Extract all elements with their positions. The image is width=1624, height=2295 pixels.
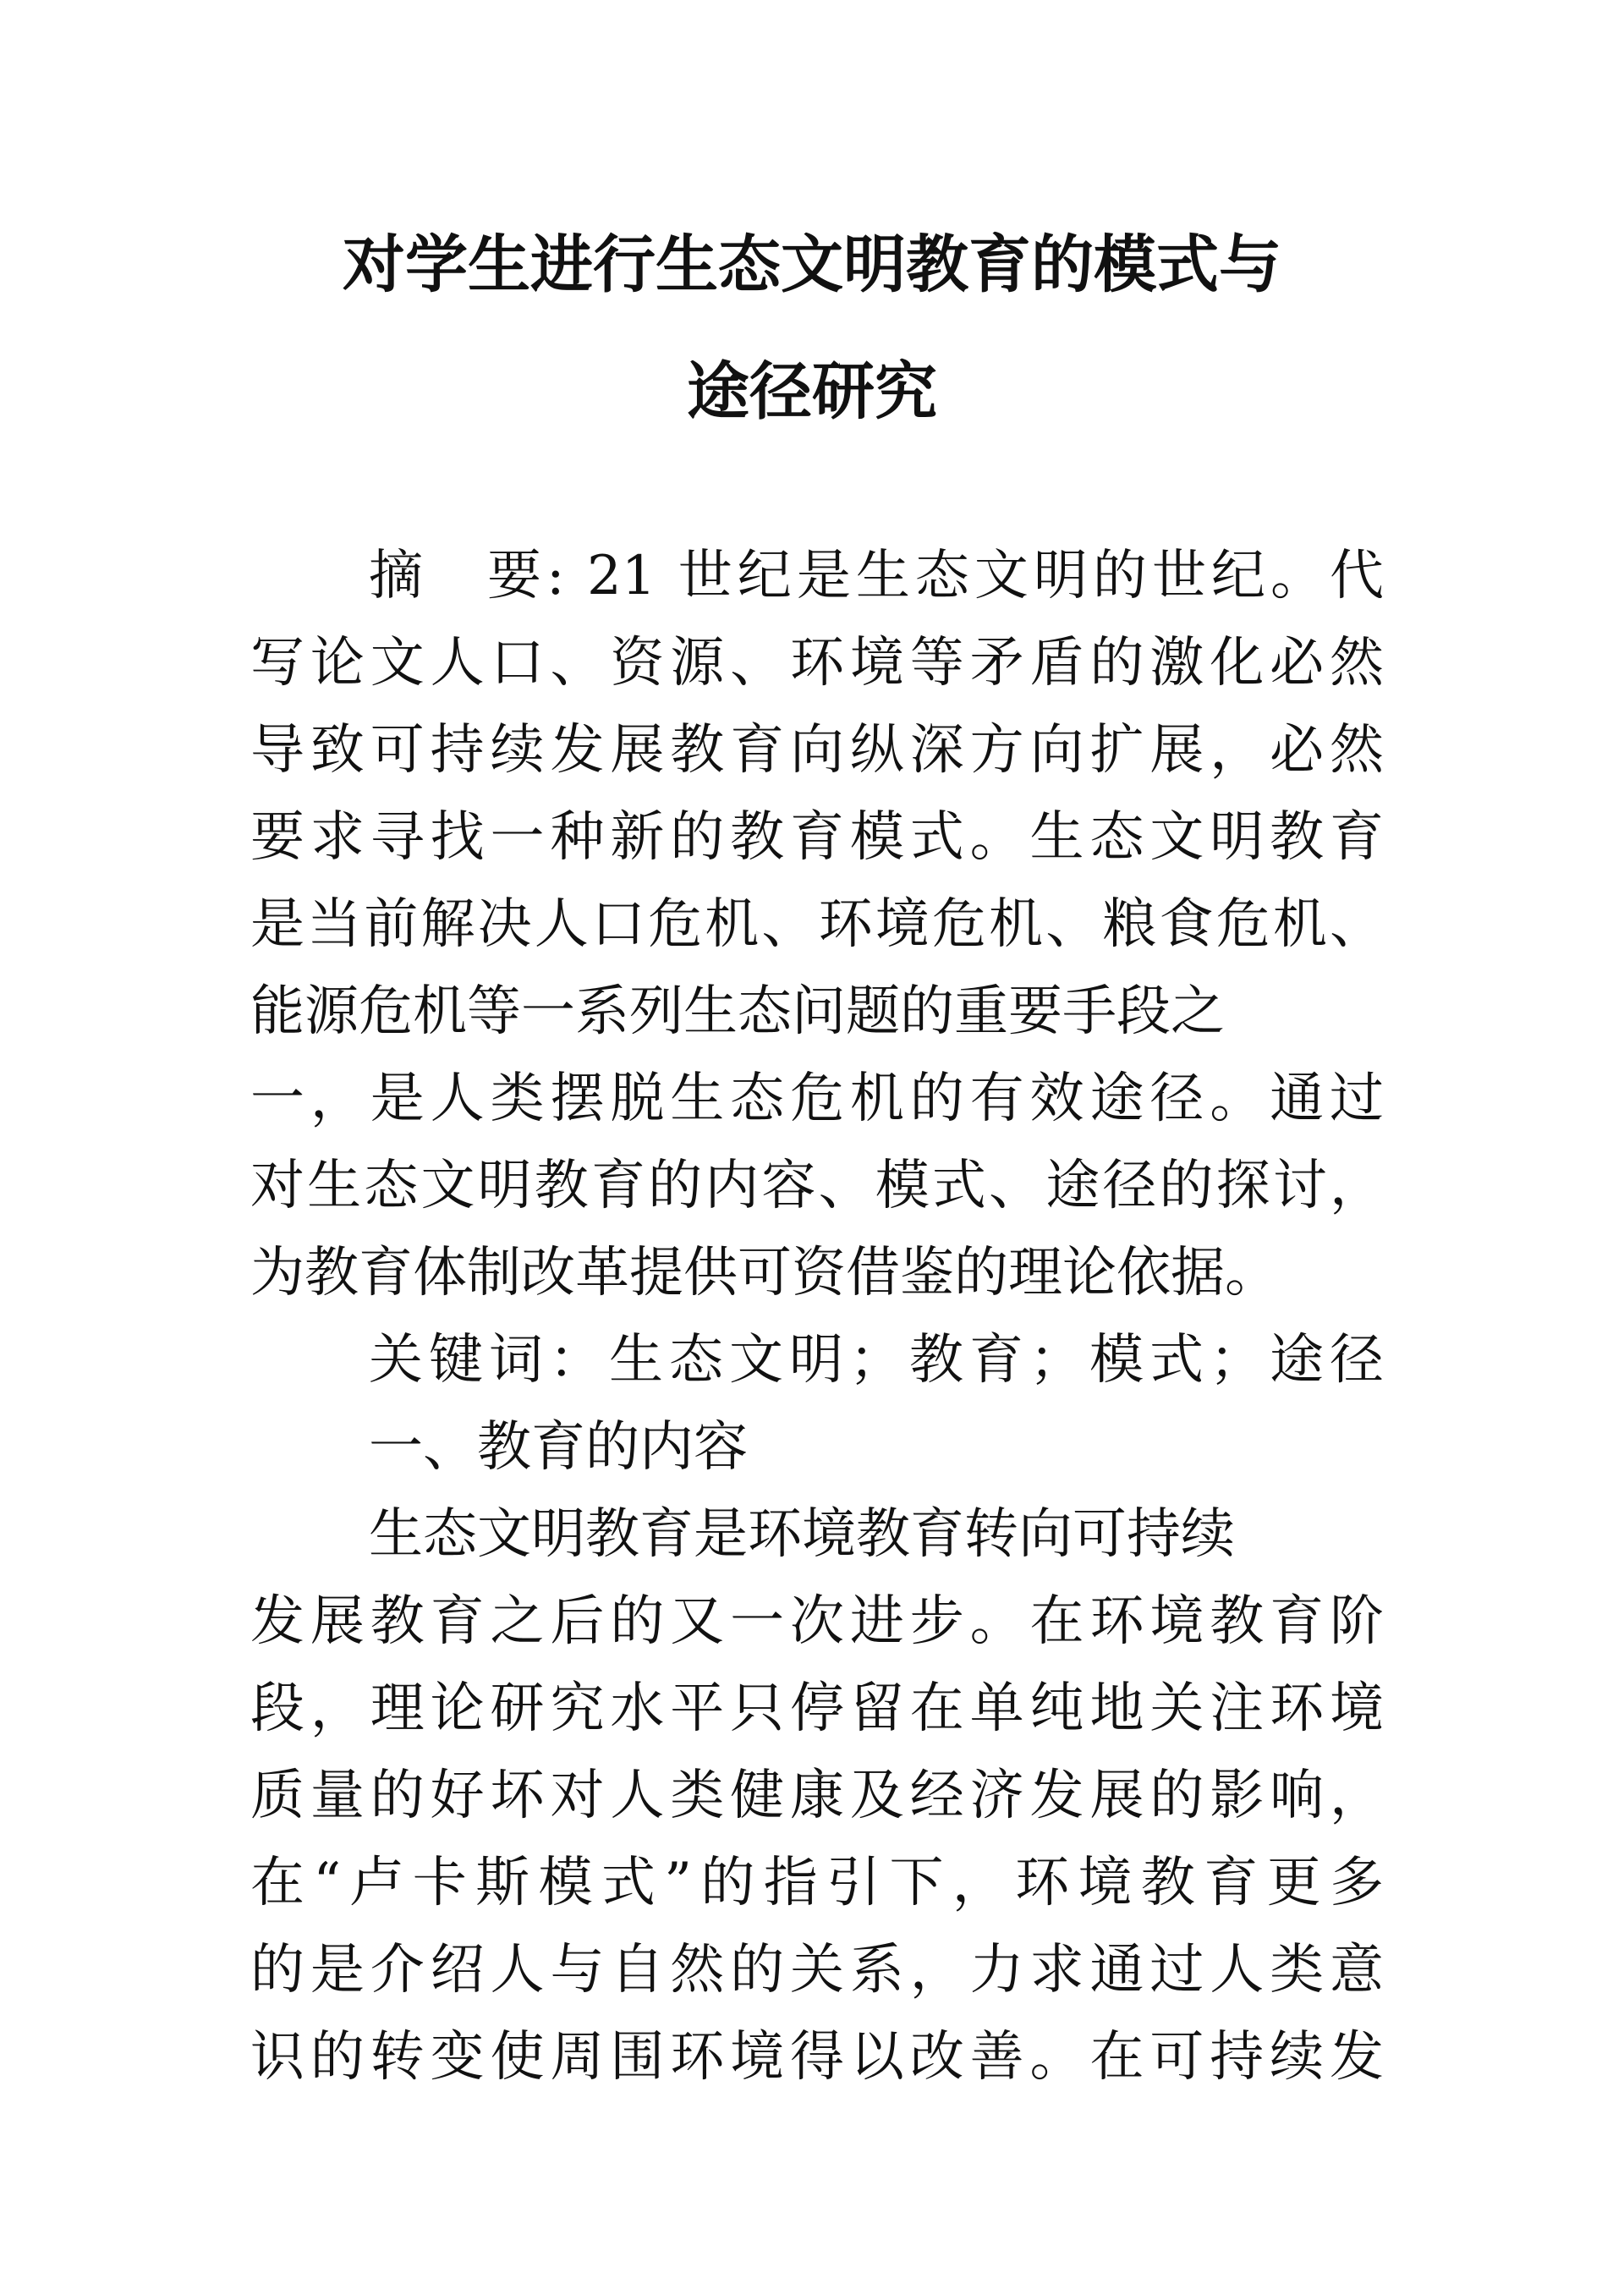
- document-title-line-2: 途径研究: [687, 355, 937, 428]
- abstract-line: 为教育体制改革提供可资借鉴的理论依据。: [250, 1242, 1279, 1304]
- document-title-line-1: 对学生进行生态文明教育的模式与: [343, 228, 1281, 301]
- paragraph-line: 在“卢卡斯模式”的指引下，环境教育更多: [250, 1852, 1384, 1914]
- section-heading: 一、教育的内容: [369, 1416, 748, 1479]
- abstract-line: 导致可持续发展教育向纵深方向扩展，必然: [250, 719, 1384, 782]
- paragraph-line: 识的转变使周围环境得以改善。在可持续发: [250, 2026, 1384, 2089]
- abstract-line: 摘 要: 21 世纪是生态文明的世纪。代: [369, 545, 1384, 607]
- document-body: [250, 533, 1384, 2101]
- abstract-line: 是当前解决人口危机、环境危机、粮食危机、: [250, 893, 1384, 956]
- paragraph-line: 的是介绍人与自然的关系，力求通过人类意: [250, 1939, 1384, 2001]
- abstract-line: 一，是人类摆脱生态危机的有效途径。通过: [250, 1068, 1384, 1130]
- keywords-line: 关键词：生态文明；教育；模式；途径: [369, 1329, 1384, 1392]
- paragraph-line: 段，理论研究水平只停留在单纯地关注环境: [250, 1677, 1384, 1740]
- abstract-line: 能源危机等一系列生态问题的重要手段之: [250, 980, 1225, 1043]
- paragraph-line: 发展教育之后的又一次进步。在环境教育阶: [250, 1590, 1384, 1653]
- abstract-line: 对生态文明教育的内容、模式、途径的探讨，: [250, 1155, 1384, 1217]
- paragraph-line: 生态文明教育是环境教育转向可持续: [369, 1503, 1235, 1566]
- abstract-line: 要求寻找一种新的教育模式。生态文明教育: [250, 806, 1384, 869]
- abstract-line: 写论文人口、资源、环境等矛盾的激化必然: [250, 632, 1384, 695]
- paragraph-line: 质量的好坏对人类健康及经济发展的影响，: [250, 1765, 1384, 1827]
